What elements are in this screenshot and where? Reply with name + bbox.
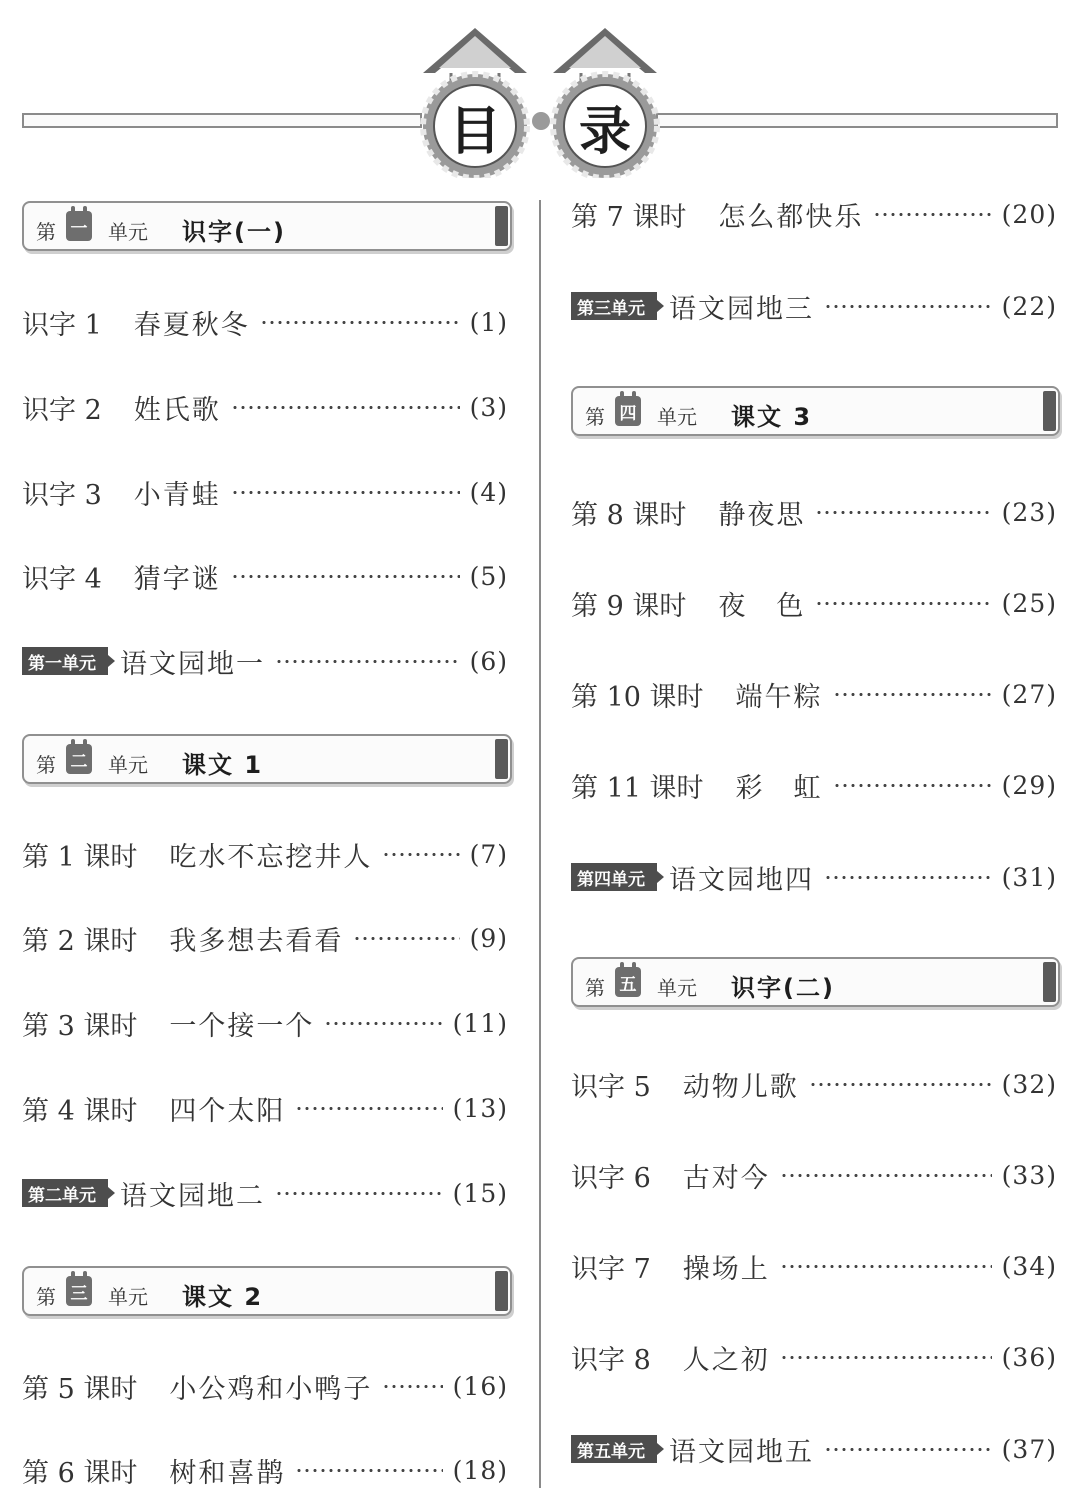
toc-entry[interactable] [22,1450,508,1490]
entry-label: 第 7 课时 [571,201,687,233]
unit-prefix: 第 [585,976,605,1000]
toc-entry[interactable] [571,765,1057,805]
entry-title: 操场上 [682,1253,770,1285]
entry-page: (31) [1001,862,1057,892]
toc-entry[interactable] [22,1003,508,1043]
entry-page: (13) [452,1093,508,1123]
entry-title: 动物儿歌 [682,1071,799,1103]
unit-suffix: 单元 [108,753,148,777]
unit-tag-badge: 第五单元 [571,1435,657,1463]
entry-page: (6) [469,646,508,676]
dot-leader [231,491,460,494]
unit-title: 识字(二) [731,974,835,1002]
entry-page: (11) [452,1008,508,1038]
entry-page: (25) [1001,588,1057,618]
toc-entry[interactable] [571,194,1057,234]
entry-label: 第 10 课时 [571,681,704,713]
entry-title: 一个接一个 [169,1010,315,1042]
dot-leader [824,305,992,308]
entry-label: 第 9 课时 [571,590,687,622]
entry-page: (3) [469,392,508,422]
dot-leader [324,1022,442,1025]
toc-entry-garden[interactable] [22,641,508,681]
entry-title: 古对今 [682,1162,770,1194]
entry-title: 语文园地一 [120,648,265,680]
toc-entry-garden[interactable] [22,1173,508,1213]
toc-entry[interactable] [571,1246,1057,1286]
unit-header-3 [22,1266,512,1316]
toc-entry[interactable] [22,1366,508,1406]
dot-leader [231,575,460,578]
dot-leader [382,1385,442,1388]
entry-title: 人之初 [682,1344,770,1376]
calendar-icon: 五 [615,967,641,997]
unit-prefix: 第 [36,1285,56,1309]
unit-edge-bar [1043,391,1056,431]
entry-page: (18) [452,1455,508,1485]
entry-label: 识字 5 [571,1071,651,1103]
unit-suffix: 单元 [657,405,697,429]
unit-tag-badge: 第二单元 [22,1179,108,1207]
toc-entry[interactable] [22,834,508,874]
dot-leader [833,693,992,696]
unit-edge-bar [495,739,508,779]
entry-label: 识字 8 [571,1344,651,1376]
entry-page: (34) [1001,1251,1057,1281]
toc-entry[interactable] [22,918,508,958]
column-divider [539,200,541,1488]
unit-header-1 [22,201,512,251]
dot-leader [260,321,460,324]
dot-leader [780,1174,992,1177]
dot-leader [295,1469,442,1472]
entry-label: 识字 2 [22,394,102,426]
entry-title: 怎么都快乐 [718,201,864,233]
unit-header-2 [22,734,512,784]
entry-page: (9) [469,923,508,953]
dot-leader [780,1356,992,1359]
dot-leader [824,876,992,879]
entry-page: (16) [452,1371,508,1401]
entry-title: 吃水不忘挖井人 [169,841,373,873]
unit-title: 课文 3 [731,403,813,431]
entry-title: 彩 虹 [735,772,823,804]
entry-title: 语文园地五 [669,1436,814,1468]
title-badge-1 [415,28,535,178]
toc-entry[interactable] [22,472,508,512]
dot-leader [833,784,992,787]
title-char-lu: 录 [578,101,631,162]
entry-label: 第 4 课时 [22,1095,138,1127]
dot-leader [275,1192,443,1195]
entry-label: 第 11 课时 [571,772,704,804]
unit-edge-bar [495,1271,508,1311]
entry-page: (27) [1001,679,1057,709]
entry-title: 静夜思 [718,499,806,531]
entry-label: 识字 4 [22,563,102,595]
toc-entry[interactable] [22,387,508,427]
entry-page: (29) [1001,770,1057,800]
dot-leader [809,1083,992,1086]
entry-title: 猜字谜 [133,563,221,595]
entry-page: (32) [1001,1069,1057,1099]
unit-prefix: 第 [36,753,56,777]
entry-title: 我多想去看看 [169,925,344,957]
entry-title: 夜 色 [718,590,806,622]
unit-edge-bar [495,206,508,246]
unit-suffix: 单元 [108,220,148,244]
entry-label: 识字 6 [571,1162,651,1194]
entry-page: (22) [1001,291,1057,321]
unit-prefix: 第 [36,220,56,244]
toc-entry[interactable] [22,556,508,596]
dot-leader [231,406,460,409]
unit-title: 课文 2 [182,1283,264,1311]
entry-page: (15) [452,1178,508,1208]
entry-page: (20) [1001,199,1057,229]
entry-label: 第 3 课时 [22,1010,138,1042]
calendar-icon: 一 [66,211,92,241]
toc-entry[interactable] [571,1155,1057,1195]
toc-entry-garden[interactable] [571,857,1057,897]
unit-edge-bar [1043,962,1056,1002]
unit-tag-badge: 第三单元 [571,292,657,320]
unit-tag-badge: 第一单元 [22,647,108,675]
dot-leader [873,213,991,216]
dot-leader [275,660,460,663]
entry-title: 四个太阳 [169,1095,286,1127]
unit-header-4 [571,386,1060,436]
unit-suffix: 单元 [108,1285,148,1309]
header-rule-left [22,113,422,128]
dot-leader [295,1107,442,1110]
entry-title: 树和喜鹊 [169,1457,286,1489]
toc-entry-garden[interactable] [571,286,1057,326]
toc-entry[interactable] [571,674,1057,714]
entry-page: (36) [1001,1342,1057,1372]
unit-prefix: 第 [585,405,605,429]
entry-label: 识字 3 [22,479,102,511]
toc-entry[interactable] [571,492,1057,532]
entry-page: (4) [469,477,508,507]
entry-label: 第 1 课时 [22,841,138,873]
entry-title: 语文园地三 [669,293,814,325]
entry-title: 小青蛙 [133,479,221,511]
unit-suffix: 单元 [657,976,697,1000]
title-char-mu: 目 [448,101,501,162]
unit-title: 课文 1 [182,751,264,779]
toc-entry[interactable] [22,1088,508,1128]
entry-title: 春夏秋冬 [133,309,250,341]
entry-label: 第 8 课时 [571,499,687,531]
entry-label: 第 5 课时 [22,1373,138,1405]
calendar-icon: 二 [66,744,92,774]
entry-label: 识字 7 [571,1253,651,1285]
entry-label: 识字 1 [22,309,102,341]
toc-entry[interactable] [571,1337,1057,1377]
entry-page: (5) [469,561,508,591]
unit-header-5 [571,957,1060,1007]
entry-title: 小公鸡和小鸭子 [169,1373,373,1405]
unit-tag-badge: 第四单元 [571,863,657,891]
dot-leader [815,602,991,605]
dot-leader [824,1448,992,1451]
dot-leader [780,1265,992,1268]
header-rule-right [656,113,1058,128]
entry-page: (33) [1001,1160,1057,1190]
entry-label: 第 6 课时 [22,1457,138,1489]
entry-page: (37) [1001,1434,1057,1464]
entry-title: 姓氏歌 [133,394,221,426]
entry-title: 语文园地二 [120,1180,265,1212]
entry-label: 第 2 课时 [22,925,138,957]
toc-entry[interactable] [571,1064,1057,1104]
entry-page: (1) [469,307,508,337]
toc-entry-garden[interactable] [571,1429,1057,1469]
dot-leader [382,853,459,856]
calendar-icon: 四 [615,396,641,426]
dot-leader [353,937,459,940]
entry-page: (7) [469,839,508,869]
toc-entry[interactable] [571,583,1057,623]
entry-page: (23) [1001,497,1057,527]
entry-title: 语文园地四 [669,864,814,896]
title-badge-2 [545,28,665,178]
entry-title: 端午粽 [735,681,823,713]
dot-leader [815,511,991,514]
toc-entry[interactable] [22,302,508,342]
calendar-icon: 三 [66,1276,92,1306]
unit-title: 识字(一) [182,218,286,246]
